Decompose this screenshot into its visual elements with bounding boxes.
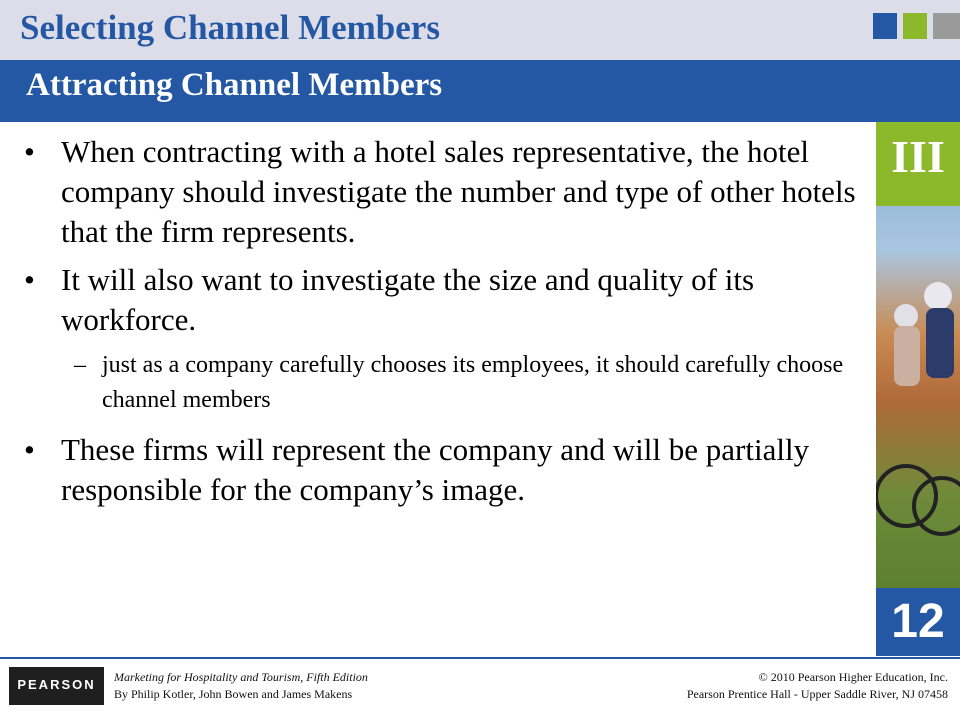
slide-title: Selecting Channel Members — [20, 8, 440, 47]
bullet-item — [24, 132, 864, 252]
bullet-mark: • — [24, 134, 35, 169]
footer-copyright: © 2010 Pearson Higher Education, Inc. — [758, 670, 948, 684]
footer-copyright-info — [687, 669, 948, 703]
bullet-text: When contracting with a hotel sales representative, the hotel company should investigate the number and type of other hotels that the firm represents. — [61, 134, 856, 249]
footer-book-title: Marketing for Hospitality and Tourism, Fifth Edition — [114, 670, 368, 684]
bullet-item — [24, 430, 864, 510]
slide-content — [24, 132, 864, 518]
wheel-shape — [876, 466, 936, 526]
gray-square-decoration — [933, 13, 960, 39]
footer-divider — [0, 657, 960, 659]
green-square-decoration — [903, 13, 927, 39]
chapter-box — [876, 588, 960, 656]
pearson-logo — [9, 667, 104, 705]
sidebar-photo-panel — [876, 122, 960, 656]
title-bar — [0, 0, 960, 60]
pearson-logo-text: PEARSON — [17, 677, 96, 692]
footer-authors: By Philip Kotler, John Bowen and James Makens — [114, 687, 353, 701]
bullet-text: It will also want to investigate the size and quality of its workforce. — [61, 262, 755, 337]
bullet-text: These firms will represent the company and will be partially responsible for the company’s image. — [61, 432, 810, 507]
sub-bullet-mark: – — [74, 352, 86, 378]
wheel-shape — [914, 478, 960, 534]
rider-shape — [926, 308, 954, 378]
footer-publisher: Pearson Prentice Hall - Upper Saddle River, NJ 07458 — [686, 687, 948, 701]
rider-shape — [894, 326, 920, 386]
sub-bullet-text: just as a company carefully chooses its employees, it should carefully choose channel members — [102, 352, 844, 413]
sub-bullet-item — [24, 348, 864, 418]
bullet-mark: • — [24, 432, 35, 467]
blue-square-decoration — [873, 13, 897, 39]
chapter-number: 12 — [891, 595, 945, 648]
helmet-shape — [924, 282, 952, 310]
helmet-shape — [894, 304, 918, 328]
slide-subtitle: Attracting Channel Members — [26, 67, 443, 103]
footer-book-info — [114, 669, 368, 703]
part-label: III — [891, 131, 945, 182]
bullet-item — [24, 260, 864, 340]
subtitle-bar — [0, 60, 960, 122]
part-label-box — [876, 122, 960, 206]
bullet-mark: • — [24, 262, 35, 297]
